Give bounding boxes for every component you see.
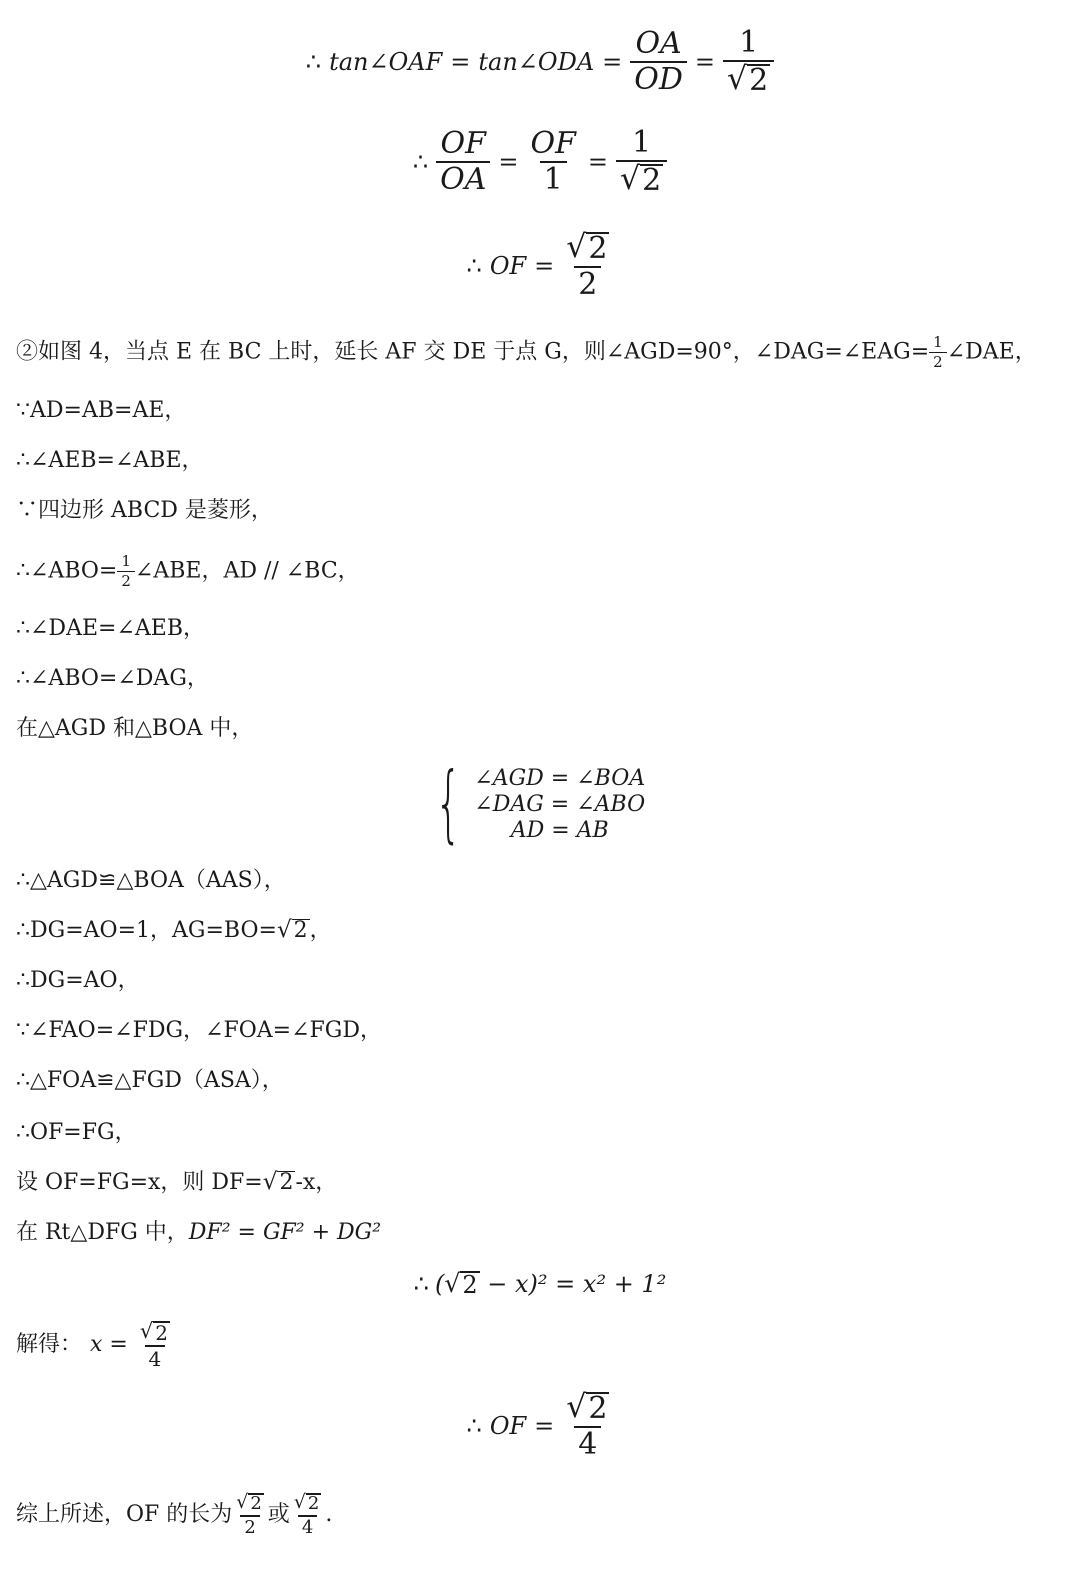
or-word: 或 xyxy=(267,1502,290,1527)
case-two-tail: ∠DAE， xyxy=(946,339,1037,365)
line-prefix: 综上所述，OF 的长为 xyxy=(16,1502,233,1527)
therefore-symbol: ∴ xyxy=(412,148,429,176)
denominator: 4 xyxy=(574,1426,601,1460)
denominator: 2 xyxy=(117,571,135,589)
numerator: 1 xyxy=(933,333,943,351)
sqrt: √ 2 xyxy=(262,1169,294,1195)
numerator: √ 2 xyxy=(236,1491,262,1514)
fraction-root2-over-2 xyxy=(562,229,613,302)
fraction-of-oa xyxy=(436,126,490,197)
half-fraction xyxy=(929,335,947,370)
equals: = xyxy=(694,48,716,76)
proof-line xyxy=(16,1218,381,1248)
fraction-one-root-two xyxy=(723,25,774,98)
equals: = xyxy=(498,148,519,176)
proof-line: ∴OF=FG， xyxy=(16,1120,137,1145)
therefore-symbol: ∴ xyxy=(413,1270,429,1298)
equals: = xyxy=(602,48,623,76)
line-suffix: -x， xyxy=(295,1170,338,1195)
system-row: AD = AB xyxy=(510,818,609,843)
radicand: 2 xyxy=(293,918,308,943)
denominator: √ 2 xyxy=(723,60,774,96)
radicand: 2 xyxy=(462,1271,478,1299)
denominator: 2 xyxy=(929,352,947,370)
pythagoras-equation: DF² = GF² + DG² xyxy=(188,1220,382,1245)
line-prefix: ∴DG=AO=1，AG=BO= xyxy=(16,918,277,943)
radicand: 2 xyxy=(642,163,662,198)
denominator: √ 2 xyxy=(616,160,667,196)
fraction-root2-over-2 xyxy=(232,1493,268,1537)
proof-line xyxy=(16,554,360,589)
line-prefix: 解得： xyxy=(16,1332,83,1357)
fraction-one-root-two xyxy=(616,125,667,198)
radicand: 2 xyxy=(250,1493,262,1514)
numerator: √ 2 xyxy=(293,1491,320,1514)
equation-rest: − x)² = x² + 1² xyxy=(479,1270,667,1298)
denominator: 4 xyxy=(145,1345,166,1369)
line-prefix: 在 Rt△DFG 中， xyxy=(16,1220,189,1245)
therefore-symbol: ∴ xyxy=(466,1412,482,1440)
line-prefix: ∴∠ABO= xyxy=(16,558,118,584)
equals: = xyxy=(587,148,608,176)
equation-body: ( √ 2 − x)² = x² + 1² xyxy=(434,1269,667,1299)
lhs: OF xyxy=(489,252,527,280)
left-brace: { xyxy=(434,754,462,852)
system-row: ∠DAG = ∠ABO xyxy=(474,792,646,817)
radicand: 2 xyxy=(588,1391,608,1426)
half-fraction xyxy=(117,554,135,589)
proof-line xyxy=(16,1168,337,1198)
equals: = xyxy=(534,1412,555,1440)
numerator: 1 xyxy=(121,552,131,570)
line-suffix: ， xyxy=(309,918,332,943)
equation-of-result-1 xyxy=(0,229,1080,302)
therefore-symbol: ∴ xyxy=(305,48,322,76)
open-paren: ( xyxy=(434,1270,445,1298)
case-two-text: ②如图 4，当点 E 在 BC 上时，延长 AF 交 DE 于点 G，则∠AGD=90°，∠DAG=∠EAG= xyxy=(16,339,930,365)
lhs: OF xyxy=(489,1412,527,1440)
radicand: 2 xyxy=(749,63,769,98)
denominator: 2 xyxy=(574,266,601,300)
numerator: 1 xyxy=(632,125,652,160)
proof-line: ∴∠DAE=∠AEB， xyxy=(16,616,205,641)
numerator: √ 2 xyxy=(566,1389,608,1426)
equation-system xyxy=(0,754,1080,852)
fraction-oa-od xyxy=(630,26,687,97)
tan-oaf: tan∠OAF xyxy=(329,48,443,76)
sqrt: √ 2 xyxy=(276,917,308,943)
fraction-of-one xyxy=(526,126,579,197)
proof-line: ∴△AGD≌△BOA（AAS）， xyxy=(16,868,286,893)
tan-oda: tan∠ODA xyxy=(478,48,595,76)
radicand: 2 xyxy=(155,1321,168,1345)
equation-of-result-2 xyxy=(0,1389,1080,1462)
proof-line: ∵四边形 ABCD 是菱形， xyxy=(16,498,273,523)
proof-line: ∴∠AEB=∠ABE， xyxy=(16,448,204,473)
line-prefix: 设 OF=FG=x，则 DF= xyxy=(16,1170,263,1195)
therefore-symbol: ∴ xyxy=(466,252,482,280)
line-suffix: ∠ABE，AD // ∠BC， xyxy=(134,558,360,584)
radicand: 2 xyxy=(279,1170,294,1195)
numerator: OA xyxy=(635,26,682,61)
denominator: 1 xyxy=(540,161,567,195)
numerator: √ 2 xyxy=(139,1319,168,1345)
equation-pythagoras-substituted xyxy=(0,1270,1080,1298)
proof-line: ∵∠FAO=∠FDG，∠FOA=∠FGD， xyxy=(16,1018,383,1043)
numerator: 1 xyxy=(739,25,759,60)
equals: = xyxy=(450,48,471,76)
proof-line: 在△AGD 和△BOA 中， xyxy=(16,716,254,741)
solve-line xyxy=(16,1320,174,1370)
equation-of-ratio xyxy=(0,125,1080,198)
denominator: OA xyxy=(436,161,490,195)
fraction-root2-over-4 xyxy=(290,1493,326,1537)
denominator: 2 xyxy=(240,1515,259,1537)
lhs: x = xyxy=(90,1332,128,1357)
numerator: √ 2 xyxy=(566,229,608,266)
denominator: OD xyxy=(630,61,687,95)
proof-line: ∴△FOA≌△FGD（ASA）， xyxy=(16,1068,284,1093)
numerator: OF xyxy=(530,126,576,161)
fraction-root2-over-4 xyxy=(562,1389,613,1462)
radicand: 2 xyxy=(307,1493,320,1514)
equals: = xyxy=(534,252,555,280)
equation-tan xyxy=(0,25,1080,98)
conclusion-line xyxy=(16,1490,332,1540)
numerator: OF xyxy=(440,126,486,161)
proof-line: ∴DG=AO， xyxy=(16,968,140,993)
radicand: 2 xyxy=(588,231,608,266)
proof-line: ∵AD=AB=AE， xyxy=(16,398,187,423)
proof-line: ∴∠ABO=∠DAG， xyxy=(16,666,209,691)
proof-line xyxy=(16,916,332,946)
case-two-line xyxy=(16,335,1037,370)
fraction-root2-over-4 xyxy=(136,1321,174,1369)
system-row: ∠AGD = ∠BOA xyxy=(474,766,646,791)
denominator: 4 xyxy=(298,1515,317,1537)
period: . xyxy=(325,1502,333,1527)
